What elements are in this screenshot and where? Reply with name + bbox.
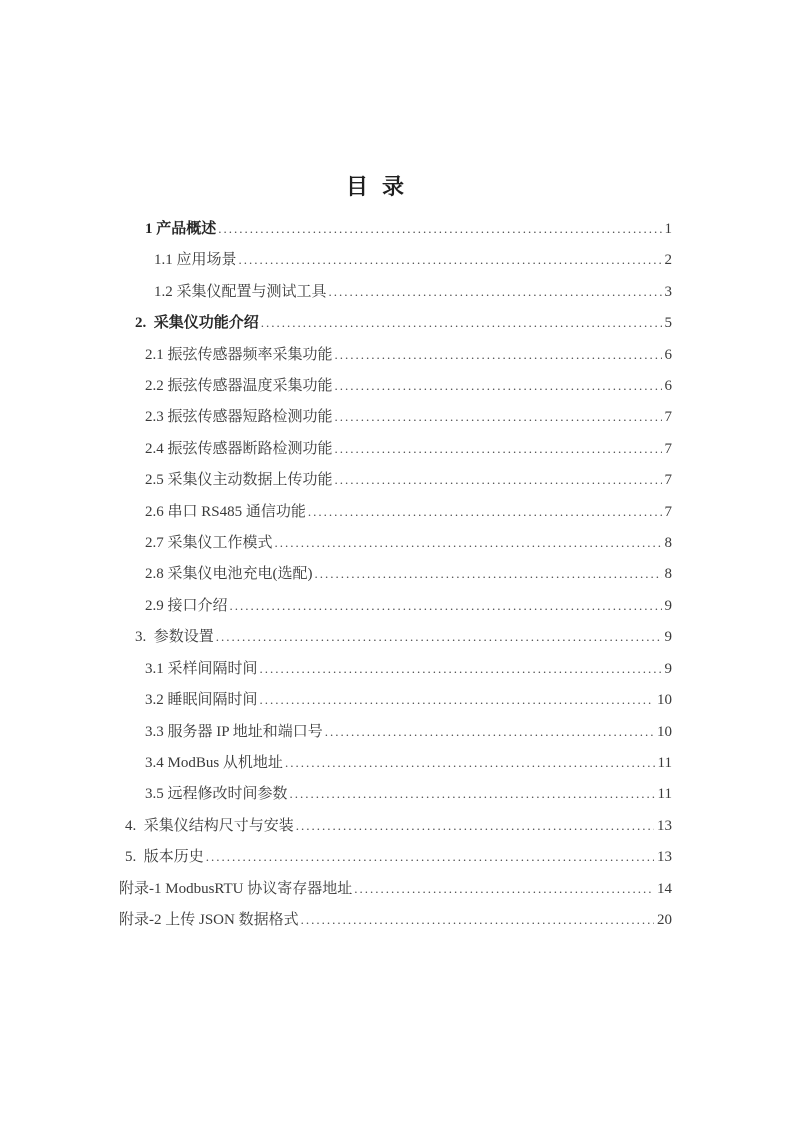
dot-leader [335, 401, 662, 432]
dot-leader [285, 747, 655, 778]
toc-entry-label: 3.2 睡眠间隔时间 [145, 692, 258, 709]
toc-entry-page: 9 [664, 597, 672, 614]
toc-entry-label: 3.5 远程修改时间参数 [145, 786, 288, 803]
dot-leader [290, 778, 655, 809]
toc-entry[interactable] [145, 747, 672, 778]
toc-entry-page: 20 [657, 911, 672, 928]
toc-entry[interactable] [135, 621, 672, 652]
dot-leader [260, 684, 654, 715]
toc-entry[interactable] [119, 873, 672, 904]
dot-leader [216, 621, 662, 652]
toc-entry-page: 7 [664, 440, 672, 457]
dot-leader [275, 527, 662, 558]
dot-leader [218, 213, 661, 244]
toc-entry-page: 5 [664, 315, 672, 332]
dot-leader [301, 904, 654, 935]
toc-entry-label: 2.2 振弦传感器温度采集功能 [145, 378, 333, 395]
toc-entry-label: 2.5 采集仪主动数据上传功能 [145, 472, 333, 489]
toc-entry-page: 10 [657, 692, 672, 709]
dot-leader [315, 558, 662, 589]
toc-entry-label: 2.7 采集仪工作模式 [145, 535, 273, 552]
dot-leader [230, 590, 662, 621]
toc-entry[interactable] [145, 716, 672, 747]
toc-entry-label: 2.6 串口 RS485 通信功能 [145, 503, 306, 520]
toc-entry[interactable] [145, 653, 672, 684]
toc-title: 目 录 [345, 174, 405, 199]
toc-entry[interactable] [145, 527, 672, 558]
toc-entry[interactable] [125, 841, 672, 872]
toc-entry-label: 1.2 采集仪配置与测试工具 [154, 283, 327, 300]
toc-entry-page: 14 [657, 880, 672, 897]
toc-entry-page: 1 [664, 221, 672, 237]
toc-entry-page: 7 [664, 409, 672, 426]
toc-entry-label: 1 产品概述 [145, 221, 217, 237]
toc-entry-label: 4. 采集仪结构尺寸与安装 [125, 817, 294, 834]
toc-entry-page: 6 [664, 378, 672, 395]
dot-leader [329, 276, 662, 307]
toc-entry-label: 附录-1 ModbusRTU 协议寄存器地址 [119, 880, 353, 897]
toc-entry-page: 11 [657, 754, 672, 771]
dot-leader [308, 496, 662, 527]
toc-entry[interactable] [145, 684, 672, 715]
toc-entry[interactable] [145, 590, 672, 621]
toc-entry-page: 10 [657, 723, 672, 740]
toc-entry-page: 9 [664, 629, 672, 646]
toc-list [119, 213, 672, 935]
dot-leader [206, 841, 654, 872]
toc-entry[interactable] [145, 496, 672, 527]
toc-entry-page: 7 [664, 472, 672, 489]
dot-leader [260, 653, 662, 684]
toc-entry[interactable] [145, 339, 672, 370]
toc-entry-page: 2 [664, 252, 672, 269]
dot-leader [335, 433, 662, 464]
toc-entry-page: 11 [657, 786, 672, 803]
dot-leader [296, 810, 654, 841]
dot-leader [239, 244, 662, 275]
dot-leader [335, 370, 662, 401]
toc-entry[interactable] [154, 276, 672, 307]
toc-entry[interactable] [145, 464, 672, 495]
toc-entry-page: 9 [664, 660, 672, 677]
toc-entry[interactable] [135, 307, 672, 338]
dot-leader [335, 339, 662, 370]
toc-entry[interactable] [145, 401, 672, 432]
toc-entry-page: 8 [664, 535, 672, 552]
toc-entry-label: 3. 参数设置 [135, 629, 214, 646]
dot-leader [325, 716, 654, 747]
toc-entry-label: 2.4 振弦传感器断路检测功能 [145, 440, 333, 457]
toc-entry[interactable] [145, 778, 672, 809]
toc-entry-label: 2.9 接口介绍 [145, 597, 228, 614]
toc-entry-label: 3.1 采样间隔时间 [145, 660, 258, 677]
toc-entry-label: 5. 版本历史 [125, 849, 204, 866]
dot-leader [335, 464, 662, 495]
toc-entry-label: 2.1 振弦传感器频率采集功能 [145, 346, 333, 363]
toc-entry-label: 附录-2 上传 JSON 数据格式 [119, 911, 299, 928]
toc-entry-label: 3.4 ModBus 从机地址 [145, 754, 283, 771]
toc-entry[interactable] [145, 370, 672, 401]
toc-entry-label: 1.1 应用场景 [154, 252, 237, 269]
toc-entry-label: 2. 采集仪功能介绍 [135, 315, 259, 332]
toc-entry-label: 3.3 服务器 IP 地址和端口号 [145, 723, 323, 740]
toc-entry-label: 2.8 采集仪电池充电(选配) [145, 566, 313, 583]
toc-entry-page: 3 [664, 283, 672, 300]
toc-entry[interactable] [145, 433, 672, 464]
toc-entry[interactable] [145, 213, 672, 244]
toc-entry[interactable] [145, 558, 672, 589]
toc-entry-page: 13 [657, 849, 672, 866]
toc-entry[interactable] [119, 904, 672, 935]
toc-entry-page: 8 [664, 566, 672, 583]
dot-leader [354, 873, 654, 904]
dot-leader [261, 307, 662, 338]
toc-entry-page: 6 [664, 346, 672, 363]
toc-entry-page: 7 [664, 503, 672, 520]
toc-entry[interactable] [125, 810, 672, 841]
toc-entry-label: 2.3 振弦传感器短路检测功能 [145, 409, 333, 426]
toc-entry[interactable] [154, 244, 672, 275]
toc-entry-page: 13 [657, 817, 672, 834]
